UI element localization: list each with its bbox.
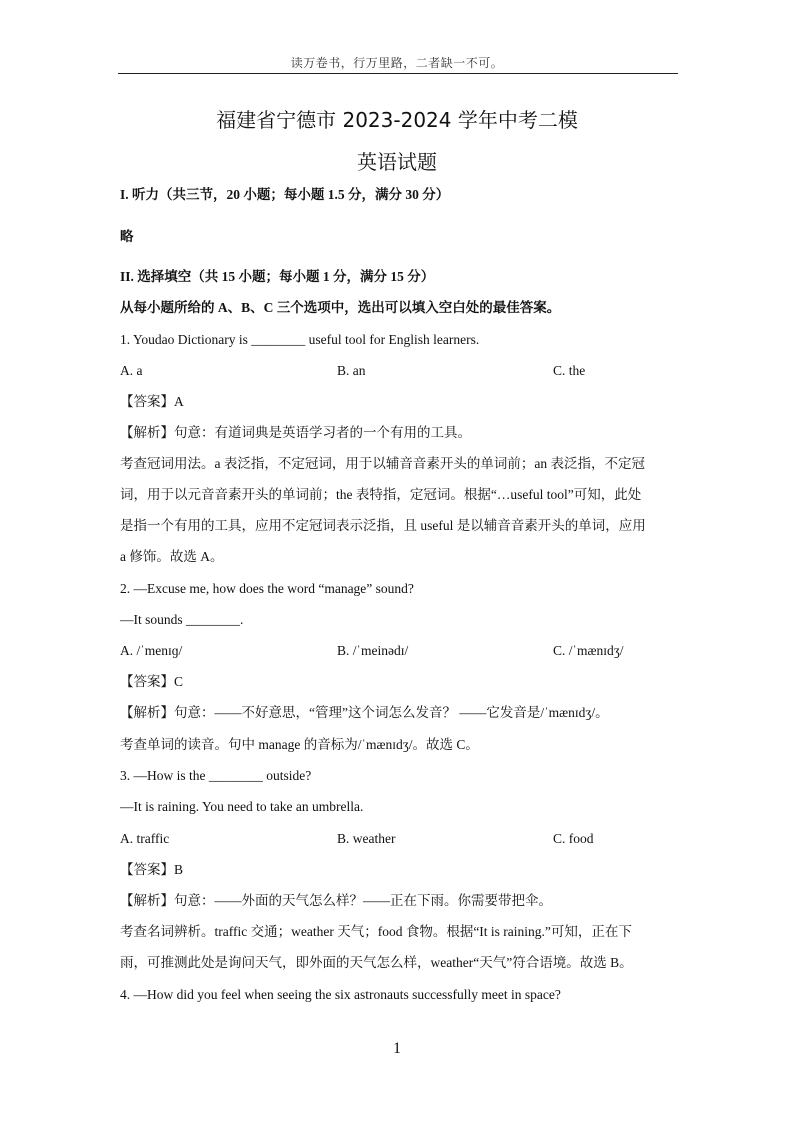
header-motto: 读万卷书，行万里路，二者缺一不可。 [290, 56, 504, 70]
q2-option-b: B. /ˈmeinədɪ/ [337, 643, 409, 658]
q2-stem: 2. —Excuse me, how does the word “manage” sound? [120, 581, 414, 596]
q1-analysis-line: 【解析】句意：有道词典是英语学习者的一个有用的工具。 [120, 425, 471, 440]
q1-answer: 【答案】A [120, 394, 184, 409]
q2-analysis-line: 考查单词的读音。句中 manage 的音标为/ˈmænɪdʒ/。故选 C。 [120, 737, 479, 752]
q3-analysis-line: 考查名词辨析。traffic 交通；weather 天气；food 食物。根据“It is raining.”可知，正在下 [120, 924, 632, 939]
q4-stem: 4. —How did you feel when seeing the six astronauts successfully meet in space? [120, 987, 561, 1002]
document-subtitle: 英语试题 [357, 150, 437, 174]
q2-answer: 【答案】C [120, 674, 184, 689]
section2-heading: II. 选择填空（共 15 小题；每小题 1 分，满分 15 分） [120, 269, 435, 284]
q3-option-a: A. traffic [120, 831, 170, 846]
section2-instruction: 从每小题所给的 A、B、C 三个选项中，选出可以填入空白处的最佳答案。 [120, 300, 561, 315]
section1-content: 略 [120, 229, 134, 244]
q1-analysis-line: 是指一个有用的工具，应用不定冠词表示泛指，且 useful 是以辅音音素开头的单词，应用 [120, 518, 646, 533]
page-number: 1 [393, 1040, 401, 1057]
q2-analysis-line: 【解析】句意：——不好意思，“管理”这个词怎么发音？ ——它发音是/ˈmænɪdʒ/。 [120, 705, 609, 720]
q3-stem: 3. —How is the ________ outside? [120, 768, 312, 783]
q1-analysis-line: a 修饰。故选 A。 [120, 549, 224, 564]
q3-analysis-line: 【解析】句意：——外面的天气怎么样？——正在下雨。你需要带把伞。 [120, 893, 552, 908]
q3-analysis-line: 雨，可推测此处是询问天气，即外面的天气怎么样，weather“天气”符合语境。故选 B。 [120, 955, 633, 970]
q3-answer: 【答案】B [120, 862, 184, 877]
header-divider [118, 73, 678, 74]
section1-heading: I. 听力（共三节，20 小题；每小题 1.5 分，满分 30 分） [120, 187, 450, 202]
q1-analysis-line: 考查冠词用法。a 表泛指，不定冠词，用于以辅音音素开头的单词前；an 表泛指，不定冠 [120, 456, 645, 471]
q3-option-b: B. weather [337, 831, 396, 846]
q1-stem: 1. Youdao Dictionary is ________ useful tool for English learners. [120, 332, 480, 347]
document-title: 福建省宁德市 2023-2024 学年中考二模 [216, 108, 578, 132]
q3-option-c: C. food [553, 831, 594, 846]
q1-option-c: C. the [553, 363, 586, 378]
q2-stem-response: —It sounds ________. [120, 612, 244, 627]
q1-option-b: B. an [337, 363, 366, 378]
q2-option-c: C. /ˈmænɪdʒ/ [553, 643, 624, 658]
q2-option-a: A. /ˈmenɪɡ/ [120, 643, 183, 658]
q1-option-a: A. a [120, 363, 143, 378]
q1-analysis-line: 词，用于以元音音素开头的单词前；the 表特指，定冠词。根据“…useful tool”可知，此处 [120, 487, 642, 502]
q3-stem-response: —It is raining. You need to take an umbrella. [120, 799, 364, 814]
